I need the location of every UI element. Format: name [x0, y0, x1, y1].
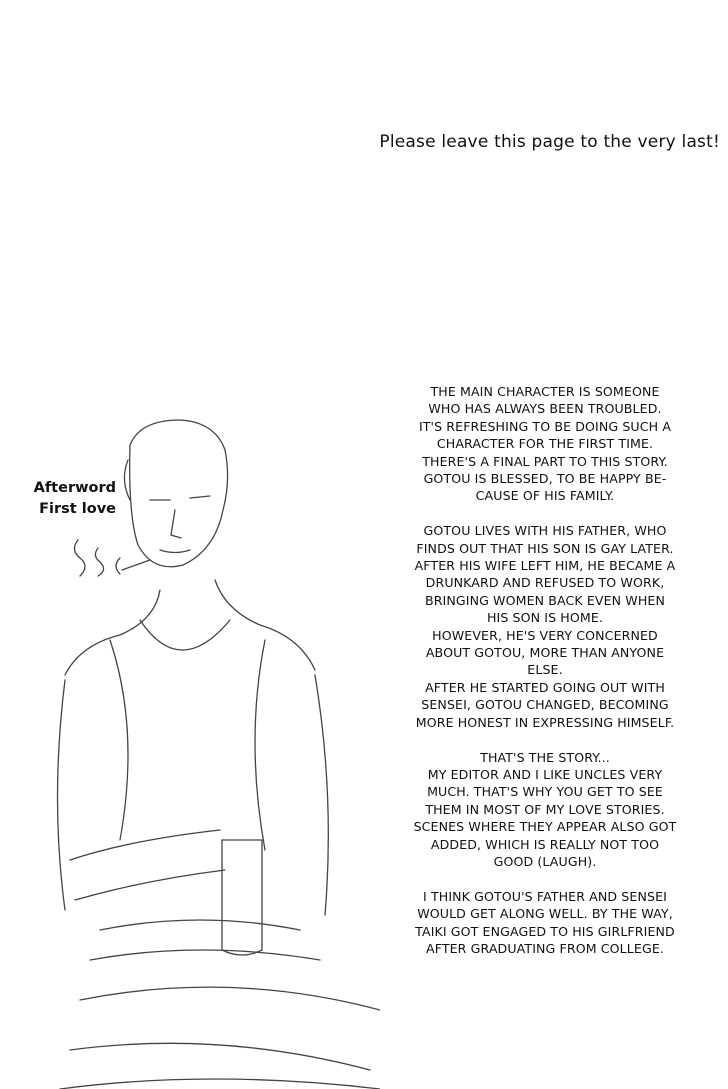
sketch-illustration — [0, 400, 380, 1089]
text-line: SCENES WHERE THEY APPEAR ALSO GOT — [413, 819, 677, 835]
paragraph — [368, 888, 722, 958]
text-line: HIS SON IS HOME. — [486, 610, 604, 626]
text-line: THE MAIN CHARACTER IS SOMEONE — [430, 384, 660, 399]
text-line: SENSEI, GOTOU CHANGED, BECOMING — [421, 697, 669, 713]
text-line: ELSE. — [527, 662, 563, 678]
text-line: HOWEVER, HE'S VERY CONCERNED — [432, 627, 658, 643]
afterword-title: Afterword — [33, 480, 116, 496]
paragraph — [368, 522, 722, 731]
text-line: I THINK GOTOU'S FATHER AND SENSEI — [423, 888, 667, 904]
text-line: ADDED, WHICH IS REALLY NOT TOO — [430, 836, 660, 852]
text-line: AFTER HE STARTED GOING OUT WITH — [425, 679, 665, 695]
text-line: CAUSE OF HIS FAMILY. — [475, 488, 615, 504]
afterword-body — [368, 383, 722, 975]
text-line: THERE'S A FINAL PART TO THIS STORY. — [422, 453, 668, 469]
paragraph — [368, 749, 722, 871]
text-line: GOOD (LAUGH). — [493, 853, 597, 869]
top-note: Please leave this page to the very last! — [379, 132, 720, 152]
text-line: TAIKI GOT ENGAGED TO HIS GIRLFRIEND — [415, 923, 675, 939]
text-line: WHO HAS ALWAYS BEEN TROUBLED. — [428, 401, 662, 417]
text-line: DRUNKARD AND REFUSED TO WORK, — [425, 575, 665, 591]
text-line: WOULD GET ALONG WELL. BY THE WAY, — [417, 906, 673, 922]
paragraph — [368, 383, 722, 505]
text-line: MORE HONEST IN EXPRESSING HIMSELF. — [415, 714, 675, 730]
text-line: MUCH. THAT'S WHY YOU GET TO SEE — [427, 784, 663, 800]
text-line: GOTOU LIVES WITH HIS FATHER, WHO — [423, 523, 667, 539]
text-line: AFTER HIS WIFE LEFT HIM, HE BECAME A — [414, 558, 676, 574]
text-line: ABOUT GOTOU, MORE THAN ANYONE — [425, 645, 665, 661]
afterword-subtitle: First love — [39, 501, 116, 517]
text-line: THAT'S THE STORY... — [480, 749, 610, 765]
text-line: BRINGING WOMEN BACK EVEN WHEN — [424, 592, 666, 608]
text-line: THEM IN MOST OF MY LOVE STORIES. — [425, 801, 665, 817]
text-line: GOTOU IS BLESSED, TO BE HAPPY BE- — [423, 471, 667, 487]
text-line: FINDS OUT THAT HIS SON IS GAY LATER. — [416, 540, 674, 556]
text-line: AFTER GRADUATING FROM COLLEGE. — [426, 940, 664, 956]
text-line: MY EDITOR AND I LIKE UNCLES VERY — [427, 766, 663, 782]
text-line: CHARACTER FOR THE FIRST TIME. — [436, 436, 654, 452]
text-line: IT'S REFRESHING TO BE DOING SUCH A — [418, 418, 672, 434]
